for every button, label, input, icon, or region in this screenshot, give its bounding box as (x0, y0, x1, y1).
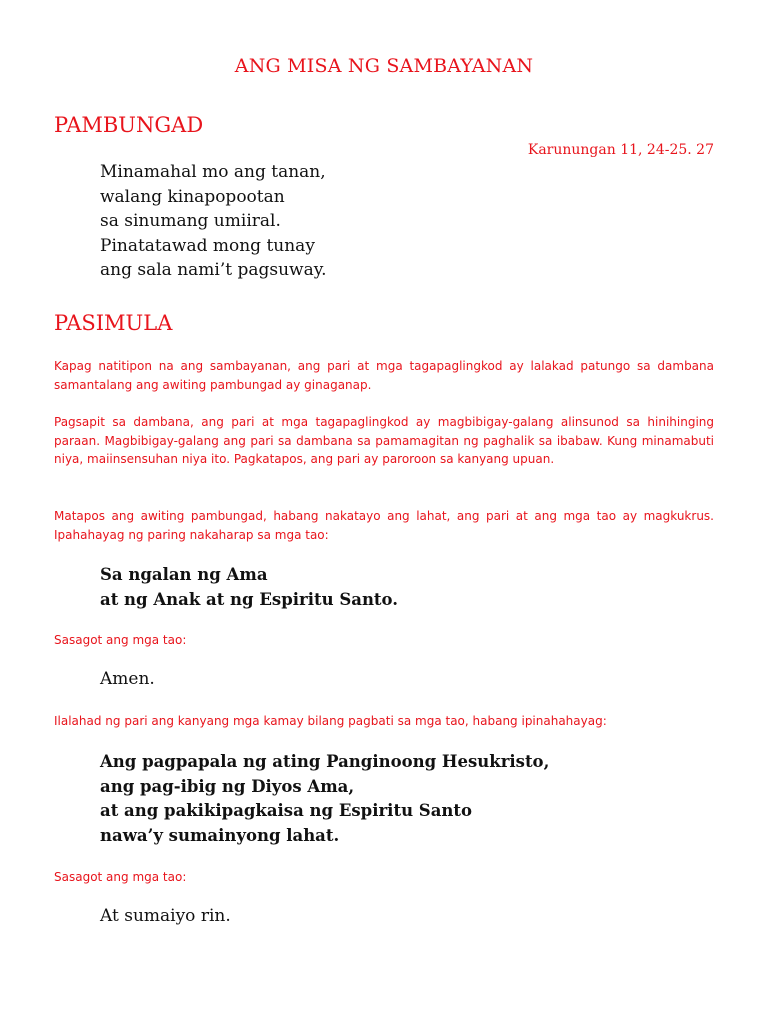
greeting-prayer (100, 750, 549, 848)
verse-line: sa sinumang umiiral. (100, 211, 281, 231)
rubric-paragraph: Kapag natitipon na ang sambayanan, ang pari at mga tagapaglingkod ay lalakad patungo sa dambana samantalang ang awiting pambungad ay ginaganap. (54, 359, 714, 392)
section-heading-pambungad: PAMBUNGAD (54, 113, 204, 137)
people-response-at-sumaiyo-rin: At sumaiyo rin. (100, 906, 231, 926)
prayer-line: at ang pakikipagkaisa ng Espiritu Santo (100, 801, 473, 820)
scripture-reference: Karunungan 11, 24-25. 27 (527, 142, 714, 158)
rubric-paragraph: Matapos ang awiting pambungad, habang nakatayo ang lahat, ang pari at ang mga tao ay magkukrus. Ipahahayag ng paring nakaharap sa mga tao: (54, 509, 714, 542)
prayer-line: Sa ngalan ng Ama (100, 565, 268, 584)
prayer-line: nawa’y sumainyong lahat. (100, 825, 340, 845)
verse-line: ang sala nami’t pagsuway. (100, 260, 327, 280)
verse-line: walang kinapopootan (100, 186, 285, 207)
rubric-paragraph: Pagsapit sa dambana, ang pari at mga tagapaglingkod ay magbibigay-galang alinsunod sa hinihinging paraan. Magbibigay-galang ang pari sa dambana sa pamamagitan ng paghalik sa ibabaw. Kung minamabuti niya, maiinsensuhan niya ito. Pagkatapos, ang pari ay paroroon sa kanyang upuan. (54, 415, 714, 466)
prayer-line: ang pag-ibig ng Diyos Ama, (100, 776, 355, 796)
entrance-antiphon-verse (100, 160, 327, 283)
rubric-response-cue: Sasagot ang mga tao: (54, 633, 187, 647)
prayer-line: at ng Anak at ng Espiritu Santo. (100, 589, 399, 609)
verse-line: Pinatatawad mong tunay (100, 235, 315, 256)
section-heading-pasimula: PASIMULA (54, 311, 173, 335)
verse-line: Minamahal mo ang tanan, (100, 162, 326, 182)
people-response-amen: Amen. (100, 669, 155, 689)
document-title: ANG MISA NG SAMBAYANAN (234, 55, 534, 77)
rubric-paragraph: Ilalahad ng pari ang kanyang mga kamay bilang pagbati sa mga tao, habang ipinahahayag: (54, 714, 607, 728)
sign-of-the-cross-prayer (100, 563, 398, 612)
prayer-line: Ang pagpapala ng ating Panginoong Hesukristo, (100, 752, 550, 771)
rubric-response-cue: Sasagot ang mga tao: (54, 870, 187, 884)
